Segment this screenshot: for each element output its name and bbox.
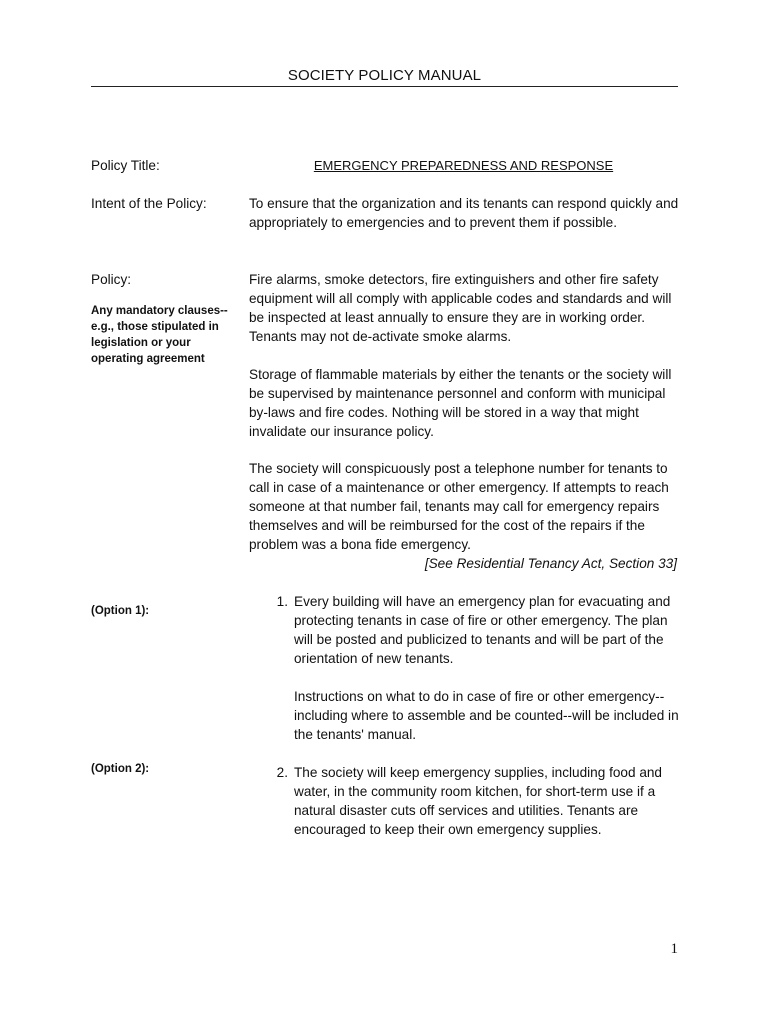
statute-citation: [See Residential Tenancy Act, Section 33] xyxy=(424,556,677,571)
policy-paragraph: Fire alarms, smoke detectors, fire extinguishers and other fire safety equipment will all comply with applicable codes and standards and will be inspected at least annually to ensure they are in working order. Tenants may not de-activate smoke alarms. xyxy=(249,272,672,344)
title-underline-rule xyxy=(91,86,678,87)
policy-paragraph: The society will conspicuously post a telephone number for tenants to call in case of a maintenance or other emergency. If attempts to reach someone at that number fail, tenants may call for emergency repairs themselves and will be reimbursed for the cost of the repairs if the problem was a bona fide emergency. xyxy=(249,461,669,552)
option-1-paragraph: Every building will have an emergency plan for evacuating and protecting tenants in case of fire or other emergency. The plan will be posted and publicized to tenants and will be part of the orientation of new tenants. xyxy=(294,594,671,666)
intent-label: Intent of the Policy: xyxy=(91,196,207,211)
option-2-paragraph: The society will keep emergency supplies, including food and water, in the community room kitchen, for short-term use if a natural disaster cuts off services and utilities. Tenants are encouraged to keep their own emergency supplies. xyxy=(294,765,662,837)
option-1-label: (Option 1): xyxy=(91,605,150,617)
page-number: 1 xyxy=(670,941,678,957)
option-1-paragraph: Instructions on what to do in case of fire or other emergency--including where to assemble and be counted--will be included in the tenants' manual. xyxy=(294,689,679,742)
policy-paragraph: Storage of flammable materials by either the tenants or the society will be supervised by maintenance personnel and conform with municipal by-laws and fire codes. Nothing will be stored in a way that might invalidate our insurance policy. xyxy=(249,367,672,439)
policy-title-value: EMERGENCY PREPAREDNESS AND RESPONSE xyxy=(313,158,614,173)
option-2-label: (Option 2): xyxy=(91,763,150,775)
list-item-number: 2. xyxy=(276,765,288,780)
list-item-number: 1. xyxy=(276,594,288,609)
document-title: SOCIETY POLICY MANUAL xyxy=(287,67,482,84)
mandatory-clauses-note: Any mandatory clauses--e.g., those stipulated in legislation or your operating agreement xyxy=(91,305,228,365)
intent-text: To ensure that the organization and its tenants can respond quickly and appropriately to emergencies and to prevent them if possible. xyxy=(249,196,679,230)
policy-title-label: Policy Title: xyxy=(91,158,160,173)
policy-label: Policy: xyxy=(91,272,132,287)
